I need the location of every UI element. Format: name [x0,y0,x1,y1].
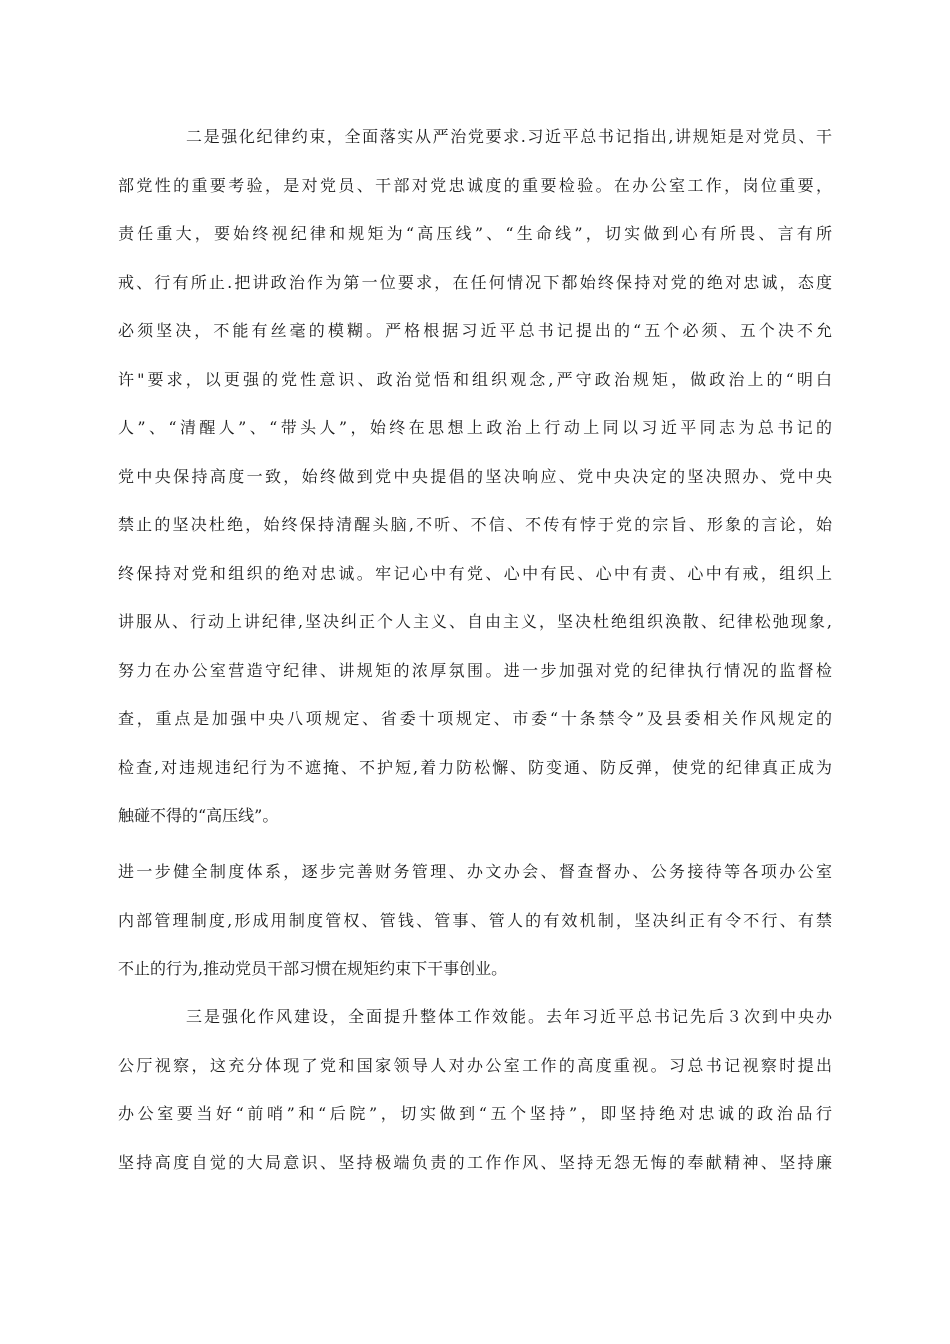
paragraph-line: 戒、行有所止.把讲政治作为第一位要求，在任何情况下都始终保持对党的绝对忠诚，态度 [118,272,832,292]
paragraph-line: 终保持对党和组织的绝对忠诚。牢记心中有党、心中有民、心中有责、心中有戒，组织上 [118,563,832,583]
paragraph-line: 二是强化纪律约束，全面落实从严治党要求.习近平总书记指出,讲规矩是对党员、干 [186,127,832,146]
paragraph-line: 内部管理制度,形成用制度管权、管钱、管事、管人的有效机制，坚决纠正有令不行、有禁 [118,910,832,930]
paragraph-line: 禁止的坚决杜绝，始终保持清醒头脑,不听、不信、不传有悖于党的宗旨、形象的言论，始 [118,515,832,534]
paragraph-line: 进一步健全制度体系，逐步完善财务管理、办文办会、督查督办、公务接待等各项办公室 [118,862,832,881]
paragraph-line: 不止的行为,推动党员干部习惯在规矩约束下干事创业。 [118,959,508,978]
paragraph-line: 必须坚决，不能有丝毫的模糊。严格根据习近平总书记提出的“五个必须、五个决不允 [118,321,832,340]
paragraph-line: 责任重大，要始终视纪律和规矩为“高压线”、“生命线”，切实做到心有所畏、言有所 [118,224,832,243]
paragraph-line: 公厅视察，这充分体现了党和国家领导人对办公室工作的高度重视。习总书记视察时提出 [118,1055,832,1075]
paragraph-line: 努力在办公室营造守纪律、讲规矩的浓厚氛围。进一步加强对党的纪律执行情况的监督检 [118,660,832,680]
paragraph-line: 部党性的重要考验，是对党员、干部对党忠诚度的重要检验。在办公室工作，岗位重要， [118,175,832,195]
paragraph-line: 人”、“清醒人”、“带头人”，始终在思想上政治上行动上同以习近平同志为总书记的 [118,418,832,437]
paragraph-line: 三是强化作风建设，全面提升整体工作效能。去年习近平总书记先后３次到中央办 [186,1007,832,1026]
paragraph-work-style [118,993,832,1187]
paragraph-line: 坚持高度自觉的大局意识、坚持极端负责的工作作风、坚持无怨无悔的奉献精神、坚持廉 [118,1152,832,1172]
paragraph-line: 触碰不得的“高压线”。 [118,806,279,825]
paragraph-line: 党中央保持高度一致，始终做到党中央提倡的坚决响应、党中央决定的坚决照办、党中央 [118,466,832,486]
paragraph-line: 许"要求，以更强的党性意识、政治觉悟和组织观念,严守政治规矩，做政治上的“明白 [118,369,832,389]
paragraph-discipline [118,113,832,841]
paragraph-line: 讲服从、行动上讲纪律,坚决纠正个人主义、自由主义，坚决杜绝组织涣散、纪律松弛现象, [118,612,832,631]
paragraph-line: 办公室要当好“前哨”和“后院”，切实做到“五个坚持”，即坚持绝对忠诚的政治品行 [118,1104,832,1123]
paragraph-line: 查，重点是加强中央八项规定、省委十项规定、市委“十条禁令”及县委相关作风规定的 [118,709,832,728]
paragraph-line: 检查,对违规违纪行为不遮掩、不护短,着力防松懈、防变通、防反弹，使党的纪律真正成为 [118,757,832,777]
paragraph-system [118,848,832,994]
